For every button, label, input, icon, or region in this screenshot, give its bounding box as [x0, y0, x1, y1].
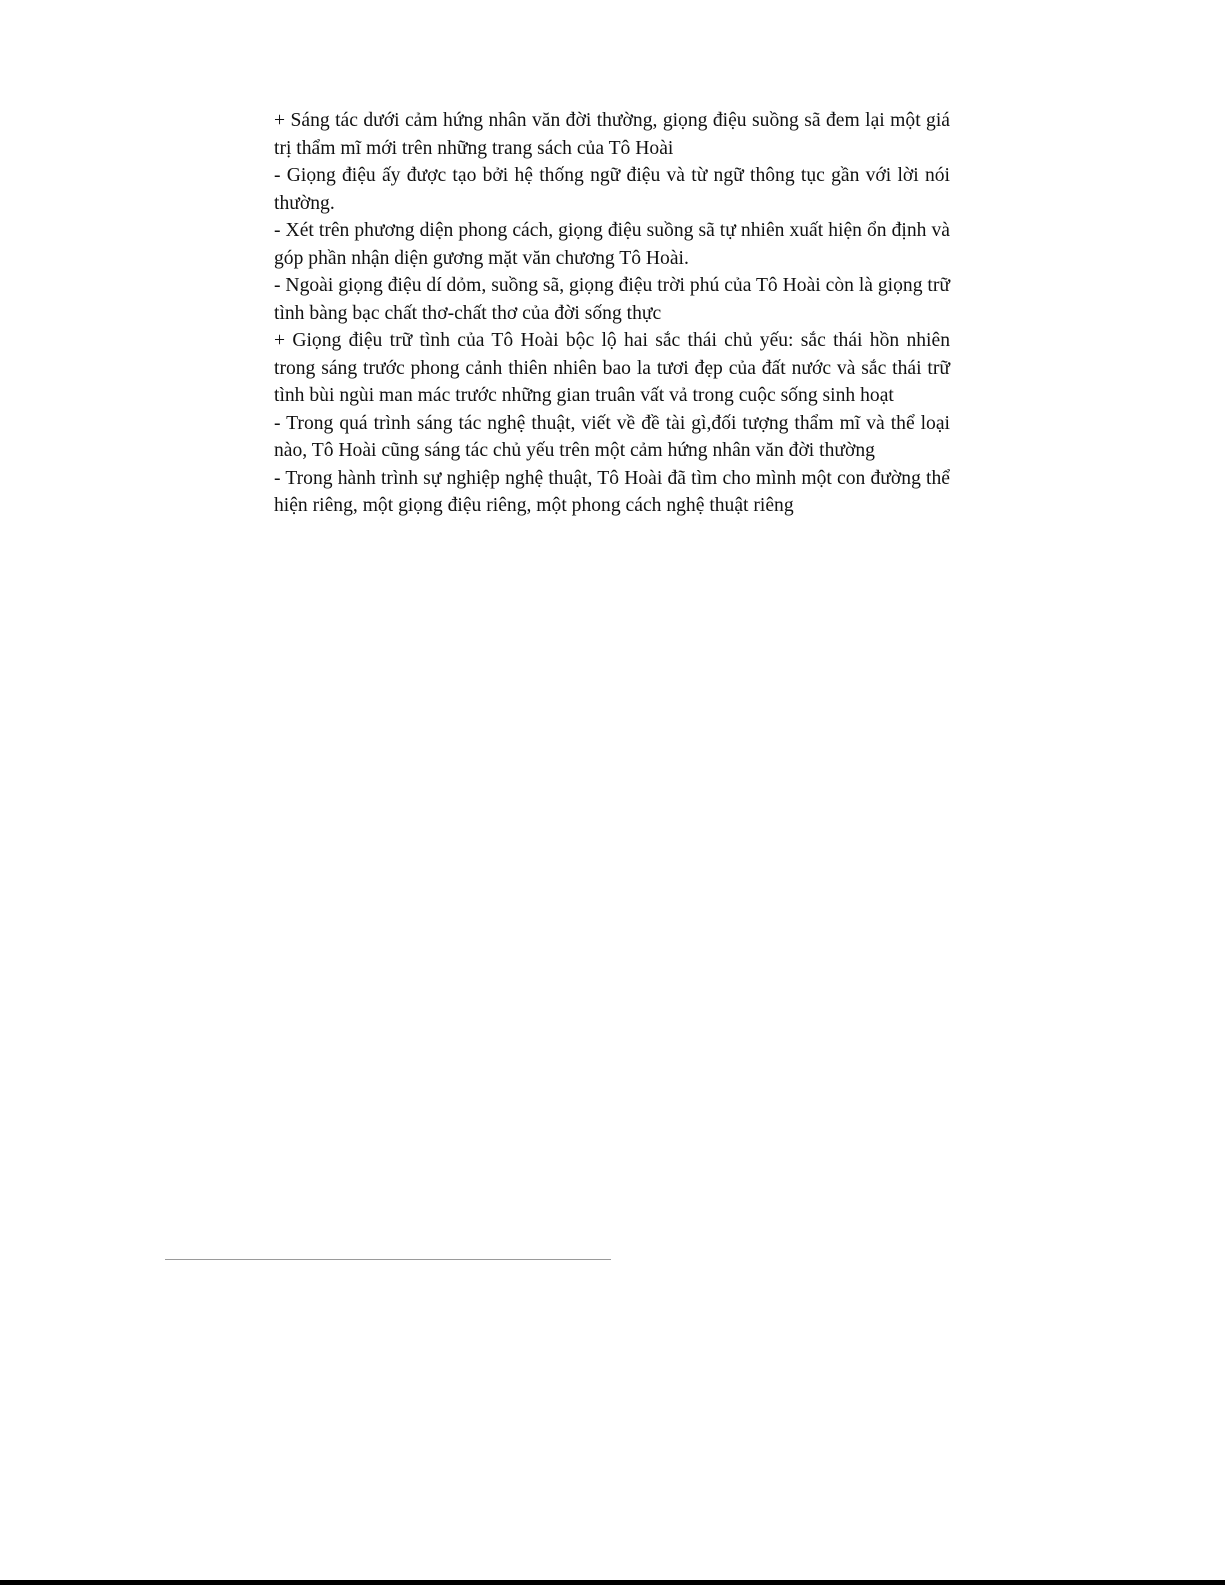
paragraph-1: + Sáng tác dưới cảm hứng nhân văn đời thường, giọng điệu suồng sã đem lại một giá trị thẩm mĩ mới trên những trang sách của Tô Hoài [274, 110, 950, 159]
paragraph-2: - Giọng điệu ấy được tạo bởi hệ thống ngữ điệu và từ ngữ thông tục gần với lời nói thường. [274, 165, 950, 214]
footnote-separator [165, 1259, 611, 1260]
body-text [274, 107, 950, 520]
paragraph-3: - Xét trên phương diện phong cách, giọng điệu suồng sã tự nhiên xuất hiện ổn định và góp phần nhận diện gương mặt văn chương Tô Hoài. [274, 220, 950, 269]
page-bottom-border [0, 1580, 1225, 1585]
paragraph-7: - Trong hành trình sự nghiệp nghệ thuật, Tô Hoài đã tìm cho mình một con đường thể hiện riêng, một giọng điệu riêng, một phong cách nghệ thuật riêng [274, 467, 950, 516]
paragraph-5: + Giọng điệu trữ tình của Tô Hoài bộc lộ hai sắc thái chủ yếu: sắc thái hồn nhiên trong sáng trước phong cảnh thiên nhiên bao la tươi đẹp của đất nước và sắc thái trữ tình bùi ngùi man mác trước những gian truân vất vả trong cuộc sống sinh hoạt [274, 330, 950, 406]
paragraph-6: - Trong quá trình sáng tác nghệ thuật, viết về đề tài gì,đối tượng thẩm mĩ và thể loại nào, Tô Hoài cũng sáng tác chủ yếu trên một cảm hứng nhân văn đời thường [274, 412, 950, 461]
paragraph-4: - Ngoài giọng điệu dí dỏm, suồng sã, giọng điệu trời phú của Tô Hoài còn là giọng trữ tình bàng bạc chất thơ-chất thơ của đời sống thực [274, 275, 950, 324]
